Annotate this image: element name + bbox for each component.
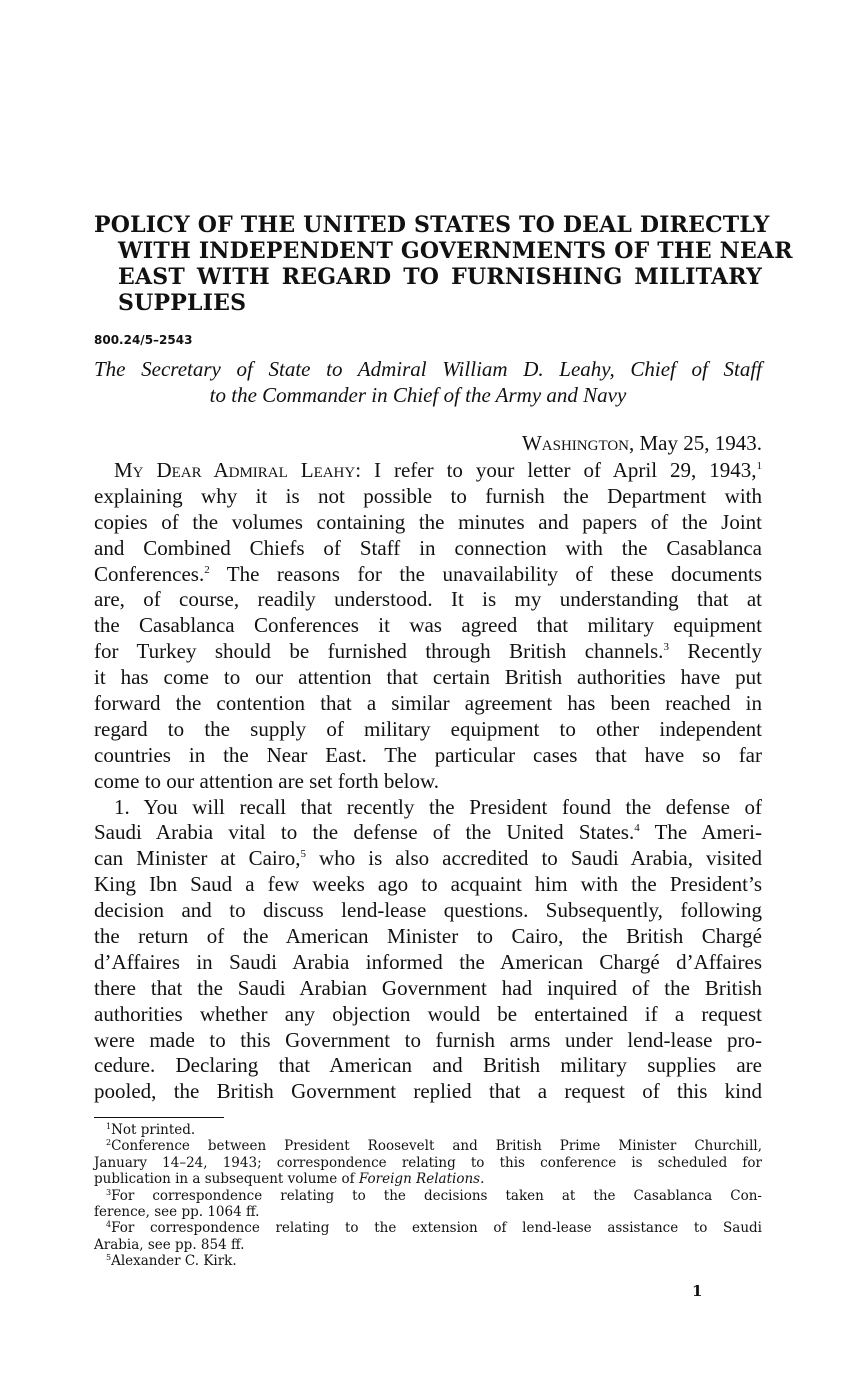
salutation: My Dear Admiral Leahy (114, 458, 356, 482)
body-text: : I refer to your letter of April 29, 1943, (355, 458, 757, 482)
title-line: POLICY OF THE UNITED STATES TO DEAL DIRECTLY (94, 212, 770, 238)
body-line: and Combined Chiefs of Staff in connection with the Casablanca (94, 535, 762, 560)
body-line: decision and to discuss lend-lease questions. Subsequently, following (94, 898, 762, 923)
footnote (94, 1220, 762, 1236)
footnote-mark: 5 (106, 1253, 112, 1263)
body-line: there that the Saudi Arabian Government had inquired of the British (94, 975, 762, 1000)
footnote-mark: 1 (106, 1122, 112, 1131)
dateline-place: Washington, (521, 431, 635, 455)
page-number: 1 (692, 1282, 703, 1300)
body-line (94, 562, 762, 588)
title-line: SUPPLIES (118, 290, 247, 316)
body-line: are, of course, readily understood. It is my understanding that at (94, 587, 762, 612)
footnote-line: ference, see pp. 1064 ff. (94, 1203, 260, 1220)
footnote-line: Arabia, see pp. 854 ff. (94, 1236, 245, 1253)
body-line: 1. You will recall that recently the President found the defense of (114, 794, 762, 819)
body-line: d’Affaires in Saudi Arabia informed the American Chargé d’Affaires (94, 949, 762, 974)
footnote-ref: 1 (756, 460, 762, 472)
footnote-ref: 5 (300, 848, 306, 861)
footnote-text: Conference between President Roosevelt and British Prime Minister Churchill, (111, 1138, 762, 1155)
body-line: it has come to our attention that certain British authorities have put (94, 665, 762, 690)
body-text: Recently (668, 639, 763, 664)
title-line: EAST WITH REGARD TO FURNISHING MILITARY (118, 264, 762, 290)
footnote-mark: 4 (106, 1220, 112, 1230)
footnote-text: Alexander C. Kirk. (111, 1253, 237, 1270)
dateline-date: May 25, 1943. (634, 431, 762, 455)
body-text: Saudi Arabia vital to the defense of the United States. (94, 820, 635, 845)
footnote (94, 1188, 762, 1204)
body-line: King Ibn Saud a few weeks ago to acquaint him with the President’s (94, 872, 762, 897)
body-line: regard to the supply of military equipment to other independent (94, 716, 762, 741)
body-line: come to our attention are set forth below. (94, 768, 440, 793)
letter-body (94, 458, 762, 1105)
body-line: pooled, the British Government replied that a request of this kind (94, 1079, 762, 1104)
footnote-italic: Foreign Relations. (358, 1171, 485, 1188)
body-line: authorities whether any objection would be entertained if a request (94, 1001, 762, 1026)
footnote (94, 1253, 762, 1269)
footnote-ref: 4 (634, 822, 640, 835)
document-heading (94, 356, 762, 408)
footnote-text: Not printed. (111, 1122, 196, 1138)
body-text: who is also accredited to Saudi Arabia, visited (306, 846, 762, 871)
footnote-line (94, 1171, 762, 1187)
body-line: explaining why it is not possible to furnish the Department with (94, 483, 762, 508)
footnote-text: For correspondence relating to the decisions taken at the Casablanca Con- (111, 1187, 762, 1204)
body-line (94, 458, 762, 484)
footnote-ref: 3 (663, 641, 669, 654)
body-line: countries in the Near East. The particular cases that have so far (94, 742, 762, 767)
heading-line: to the Commander in Chief of the Army and Navy (209, 383, 627, 407)
body-text: can Minister at Cairo, (94, 846, 301, 871)
heading-line: The Secretary of State to Admiral William D. Leahy, Chief of Staff (94, 357, 762, 381)
footnote-divider (94, 1117, 224, 1118)
body-line: the Casablanca Conferences it was agreed that military equipment (94, 613, 762, 638)
footnote-text: For correspondence relating to the extension of lend-lease assistance to Saudi (111, 1220, 762, 1237)
file-number: 800.24/5–2543 (94, 333, 193, 347)
body-line (94, 820, 762, 846)
footnote-line: January 14–24, 1943; correspondence relating to this conference is scheduled for (94, 1154, 762, 1171)
footnote (94, 1122, 762, 1138)
footnote (94, 1138, 762, 1154)
footnote-ref: 2 (204, 563, 210, 576)
body-text: The Ameri- (639, 820, 762, 845)
body-text: The reasons for the unavailability of these documents (209, 561, 762, 586)
document-title (94, 212, 793, 316)
body-line: were made to this Government to furnish arms under lend-lease pro- (94, 1027, 762, 1052)
footnote-text: publication in a subsequent volume of (94, 1171, 359, 1188)
footnote-mark: 2 (106, 1138, 112, 1148)
body-line: the return of the American Minister to Cairo, the British Chargé (94, 924, 762, 949)
body-line: copies of the volumes containing the minutes and papers of the Joint (94, 509, 762, 534)
body-line (94, 639, 762, 665)
body-line: cedure. Declaring that American and British military supplies are (94, 1053, 762, 1078)
body-line (94, 846, 762, 872)
footnotes (94, 1122, 762, 1270)
dateline (94, 431, 762, 456)
title-line: WITH INDEPENDENT GOVERNMENTS OF THE NEAR (118, 238, 793, 264)
body-text: for Turkey should be furnished through British channels. (94, 639, 664, 664)
footnote-mark: 3 (106, 1187, 112, 1197)
body-line: forward the contention that a similar agreement has been reached in (94, 691, 762, 716)
body-text: Conferences. (94, 561, 205, 586)
